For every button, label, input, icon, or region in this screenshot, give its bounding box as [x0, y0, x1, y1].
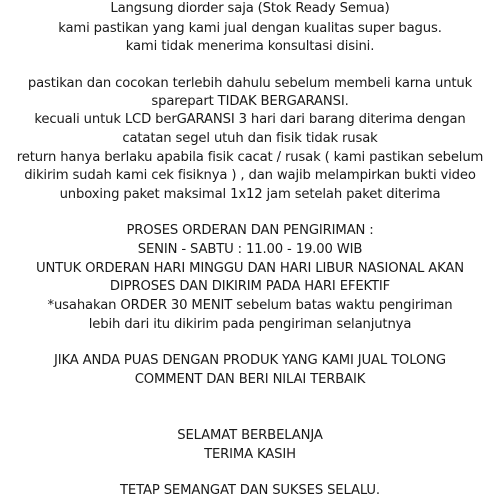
section-heading: PROSES ORDERAN DAN PENGIRIMAN :: [126, 223, 374, 238]
text-line: JIKA ANDA PUAS DENGAN PRODUK YANG KAMI JUAL TOLONG: [53, 353, 446, 368]
text-line: UNTUK ORDERAN HARI MINGGU DAN HARI LIBUR NASIONAL AKAN: [35, 261, 465, 276]
text-line: SENIN - SABTU : 11.00 - 19.00 WIB: [137, 242, 363, 257]
text-line: kami tidak menerima konsultasi disini.: [125, 39, 375, 54]
text-line: DIPROSES DAN DIKIRIM PADA HARI EFEKTIF: [109, 279, 391, 294]
text-line: unboxing paket maksimal 1x12 jam setelah paket diterima: [59, 187, 441, 202]
text-line: sparepart TIDAK BERGARANSI.: [151, 94, 349, 109]
closing-line: TERIMA KASIH: [204, 447, 296, 462]
text-line: *usahakan ORDER 30 MENIT sebelum batas waktu pengiriman: [47, 298, 453, 313]
text-line: kecuali untuk LCD berGARANSI 3 hari dari barang diterima dengan: [34, 112, 466, 127]
text-line: dikirim sudah kami cek fisiknya ) , dan wajib melampirkan bukti video: [24, 168, 476, 183]
text-line: catatan segel utuh dan fisik tidak rusak: [122, 131, 378, 146]
text-line: Langsung diorder saja (Stok Ready Semua): [110, 1, 390, 16]
closing-line: SELAMAT BERBELANJA: [177, 428, 323, 443]
closing-line: TETAP SEMANGAT DAN SUKSES SELALU.: [120, 483, 380, 498]
text-line: pastikan dan cocokan terlebih dahulu sebelum membeli karna untuk: [27, 76, 473, 91]
text-line: lebih dari itu dikirim pada pengiriman selanjutnya: [88, 317, 412, 332]
text-line: return hanya berlaku apabila fisik cacat / rusak ( kami pastikan sebelum: [16, 150, 484, 165]
text-line: kami pastikan yang kami jual dengan kualitas super bagus.: [58, 21, 442, 36]
text-line: COMMENT DAN BERI NILAI TERBAIK: [134, 372, 366, 387]
